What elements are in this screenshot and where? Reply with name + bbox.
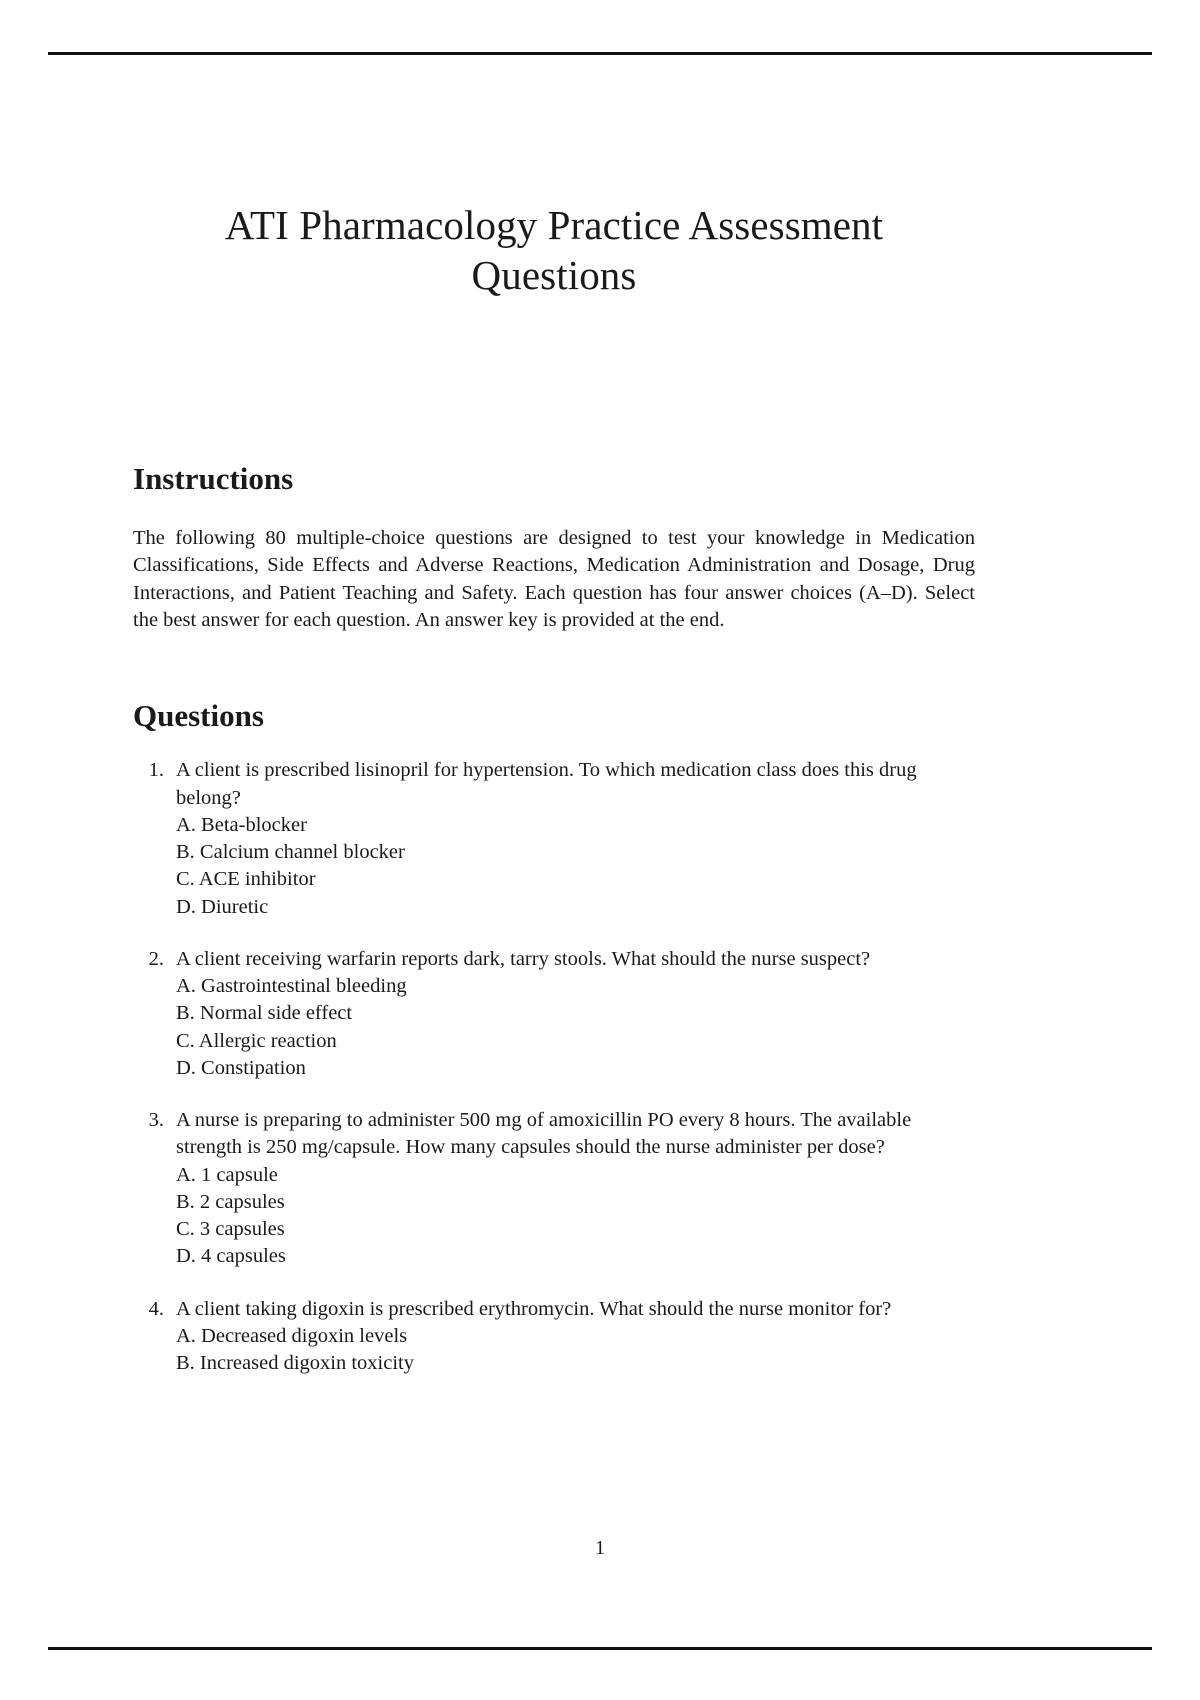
choice-option[interactable]: B. 2 capsules [176,1190,285,1213]
question-number: 4. [148,1297,164,1320]
question-number: 1. [148,759,164,782]
questions-section [133,697,975,1377]
choice-option[interactable]: D. Constipation [176,1056,306,1079]
choice-option[interactable]: A. Gastrointestinal bleeding [176,975,407,998]
question-item [133,946,975,1082]
question-item [133,1107,975,1271]
choice-option[interactable]: C. 3 capsules [176,1218,285,1241]
choice-list [176,1323,975,1378]
choice-list [176,1162,975,1271]
question-number: 2. [148,947,164,970]
choice-option[interactable]: D. 4 capsules [176,1245,286,1268]
question-stem: A client is prescribed lisinopril for hypertension. To which medication class does this drug belong? [176,759,917,809]
choice-option[interactable]: A. Beta-blocker [176,813,307,836]
question-number: 3. [148,1109,164,1132]
questions-heading: Questions [133,698,264,734]
choice-option[interactable]: B. Calcium channel blocker [176,841,405,864]
choice-option[interactable]: A. 1 capsule [176,1163,278,1186]
choice-option[interactable]: A. Decreased digoxin levels [176,1324,408,1347]
question-stem: A client receiving warfarin reports dark, tarry stools. What should the nurse suspect? [176,947,871,970]
choice-option[interactable]: B. Normal side effect [176,1002,353,1025]
question-item [133,757,975,921]
question-body [176,757,975,921]
question-body [176,946,975,1082]
question-stem: A nurse is preparing to administer 500 mg of amoxicillin PO every 8 hours. The available strength is 250 mg/capsule. How many capsules should the nurse administer per dose? [176,1109,912,1159]
page-top-rule [48,52,1152,55]
choice-option[interactable]: D. Diuretic [176,895,269,918]
question-list [133,757,975,1377]
choice-option[interactable]: C. Allergic reaction [176,1029,337,1052]
instructions-paragraph: The following 80 multiple-choice questions are designed to test your knowledge in Medication Classifications, Side Effects and Adverse Reactions, Medication Administration and Dosage, Drug Interactions, and Patient Teaching and Safety. Each question has four answer choices (A–D). Select the best answer for each question. An answer key is provided at the end. [133,527,975,631]
instructions-heading: Instructions [133,461,294,497]
page-number: 1 [595,1537,605,1559]
choice-list [176,973,975,1082]
question-body [176,1107,975,1271]
choice-option[interactable]: B. Increased digoxin toxicity [176,1352,414,1375]
choice-option[interactable]: C. ACE inhibitor [176,868,316,891]
choice-list [176,812,975,921]
question-body [176,1296,975,1378]
page-title: ATI Pharmacology Practice Assessment Questions [224,202,884,299]
question-item [133,1296,975,1378]
page-content [133,120,975,1377]
question-stem: A client taking digoxin is prescribed erythromycin. What should the nurse monitor for? [176,1297,892,1320]
instructions-section [133,460,975,634]
page-bottom-rule [48,1647,1152,1650]
